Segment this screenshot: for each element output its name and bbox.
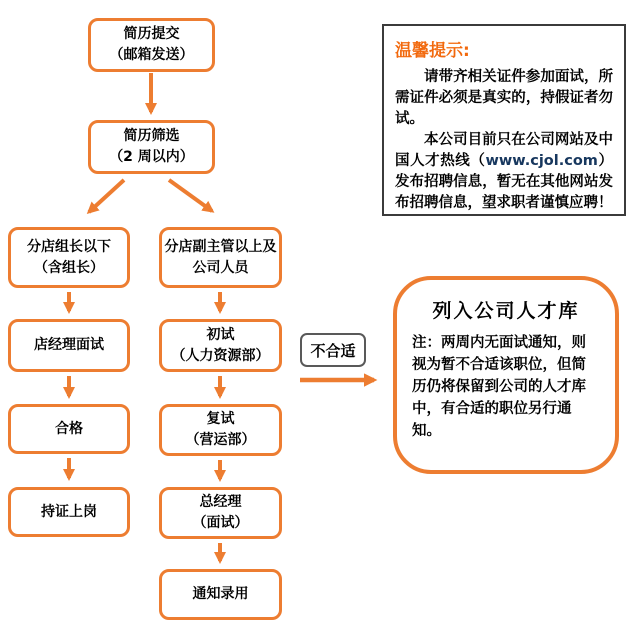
notice-box (382, 24, 626, 216)
node-branch-left (8, 227, 130, 288)
arrow-screen-to-branch-right (169, 180, 212, 211)
node-store-manager-interview-line1: 店经理面试 (34, 337, 104, 353)
notice-paragraph-2-before-url: 本公司目前只在公司网站及中国人才热线（ (395, 132, 613, 169)
unsuitable-label-text: 不合适 (310, 341, 356, 360)
notice-paragraph-2-after-url: ）发布招聘信息，暂无在其他网站发布招聘信息，望求职者谨慎应聘！ (395, 153, 613, 211)
node-certified-onboard (8, 487, 130, 537)
node-pass (8, 404, 130, 454)
node-gm-interview (159, 487, 282, 539)
notice-paragraph-1: 请带齐相关证件参加面试，所需证件必须是真实的，持假证者勿试。 (395, 69, 613, 127)
node-store-manager-interview (8, 319, 130, 372)
node-branch-right-line1: 分店副主管以上及 (164, 238, 277, 255)
node-certified-onboard-line1: 持证上岗 (41, 503, 97, 520)
node-gm-interview-line1: 总经理 (199, 494, 242, 510)
node-resume-submit-line1: 简历提交 (123, 26, 180, 42)
node-branch-left-line1: 分店组长以下 (27, 238, 111, 255)
node-branch-right-line2: 公司人员 (192, 259, 249, 276)
node-second-interview-line1: 复试 (206, 411, 235, 427)
arrow-screen-to-branch-left (89, 180, 124, 212)
node-resume-submit (88, 18, 215, 72)
node-branch-left-line2: （含组长） (34, 259, 104, 276)
node-resume-screen-line2: （2 周以内） (109, 149, 194, 165)
node-notify-hire (159, 569, 282, 620)
node-first-interview-line1: 初试 (206, 326, 235, 343)
unsuitable-label (300, 333, 366, 367)
node-second-interview (159, 404, 282, 456)
node-resume-submit-line2: （邮箱发送） (109, 47, 194, 63)
website-url: www.cjol.com (485, 153, 598, 169)
node-branch-right (159, 227, 282, 288)
node-resume-screen-line1: 简历筛选 (123, 128, 180, 144)
node-pass-line1: 合格 (55, 420, 83, 437)
node-first-interview (159, 319, 282, 372)
talent-pool-box (393, 276, 619, 474)
node-second-interview-line2: （营运部） (185, 432, 256, 448)
node-notify-hire-line1: 通知录用 (192, 586, 249, 602)
node-resume-screen (88, 120, 215, 174)
node-first-interview-line2: （人力资源部） (171, 347, 270, 364)
node-gm-interview-line2: （面试） (192, 515, 249, 531)
notice-title: 温馨提示: (395, 41, 470, 61)
talent-pool-note: 注：两周内无面试通知，则视为暂不合适该职位，但简历仍将保留到公司的人才库中，有合适的职位另行通知。 (412, 335, 586, 439)
notice-paragraph-2 (395, 130, 613, 214)
talent-pool-title: 列入公司人才库 (432, 300, 580, 322)
